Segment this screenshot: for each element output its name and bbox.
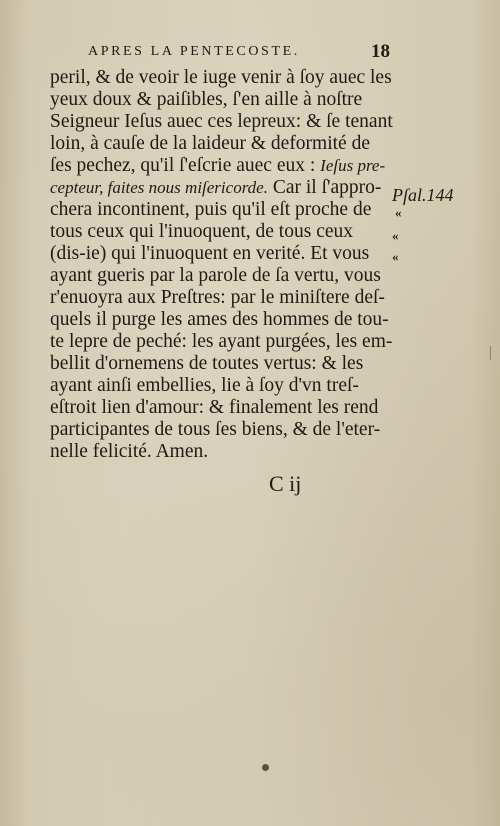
text-line: chera incontinent, puis qu'il eſt proche de	[50, 199, 372, 220]
quote-mark: «	[395, 205, 402, 220]
text-line-roman: ſes pechez, qu'il ſ'eſcrie auec eux :	[50, 155, 316, 176]
running-title: APRES LA PENTECOSTE.	[88, 44, 300, 59]
text-line: quels il purge les ames des hommes de tou-	[50, 309, 389, 330]
text-line: tous ceux qui l'inuoquent, de tous ceux	[50, 221, 354, 242]
folio-number: 18	[371, 41, 390, 62]
text-line-roman: Car il ſ'appro-	[272, 177, 382, 198]
signature-mark: C ij	[269, 471, 302, 496]
text-line	[50, 155, 385, 177]
ink-speck	[262, 764, 269, 771]
italic-quotation: cepteur, faites nous miſericorde.	[50, 178, 268, 197]
italic-quotation: Ieſus pre-	[320, 156, 386, 175]
text-line: bellit d'ornemens de toutes vertus: & les	[50, 353, 364, 374]
text-line: ayant ainſi embellies, lie à ſoy d'vn treſ-	[50, 375, 359, 396]
quote-mark: «	[392, 249, 399, 264]
text-line: te lepre de peché: les ayant purgées, les em-	[50, 331, 393, 352]
page-edge-mark	[490, 346, 491, 360]
text-line: r'enuoyra aux Preſtres: par le miniſtere deſ-	[50, 287, 385, 308]
text-line: (dis-ie) qui l'inuoquent en verité. Et vous	[50, 243, 370, 264]
text-line: eſtroit lien d'amour: & finalement les rend	[50, 397, 379, 418]
text-line: peril, & de veoir le iuge venir à ſoy auec les	[50, 67, 392, 88]
margin-citation: Pſal.144	[392, 185, 454, 205]
quote-mark: «	[392, 228, 399, 243]
text-line: ayant gueris par la parole de ſa vertu, vous	[50, 265, 381, 286]
text-line	[50, 177, 381, 199]
text-line: loin, à cauſe de la laideur & deformité de	[50, 133, 370, 154]
text-line: nelle felicité. Amen.	[50, 441, 209, 462]
text-line: yeux doux & paiſibles, ſ'en aille à noſtre	[50, 89, 363, 110]
text-line: participantes de tous ſes biens, & de l'eter-	[50, 419, 381, 440]
text-line: Seigneur Ieſus auec ces lepreux: & ſe tenant	[50, 111, 393, 132]
